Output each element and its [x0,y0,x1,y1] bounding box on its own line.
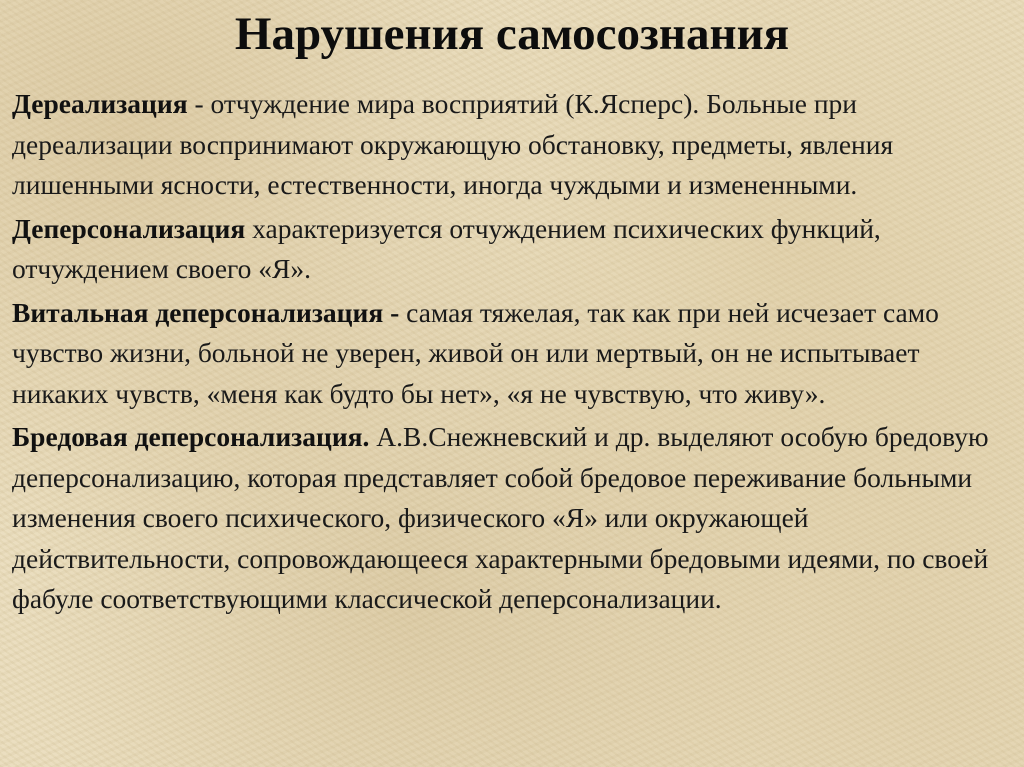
slide-title: Нарушения самосознания [234,8,790,60]
paragraph-derealization [12,84,1012,206]
definition-vital-depersonalization: самая тяжелая, так как при ней исчезает само чувство жизни, больной не уверен, живой он или мертвый, он не испытывает никаких чувств, «меня как будто бы нет», «я не чувствую, что живу». [12,296,939,409]
paragraph-depersonalization [12,209,1012,290]
definition-delusional-depersonalization: А.В.Снежневский и др. выделяют особую бредовую деперсонализацию, которая представляет собой бредовое переживание больными изменения своего психического, физического «Я» или окружающей действительности, сопровождающееся характерными бредовыми идеями, по своей фабуле соответствующими классической деперсонализации. [12,421,989,614]
paragraph-delusional-depersonalization [12,417,1012,620]
term-depersonalization: Деперсонализация [12,212,246,244]
term-derealization: Дереализация [12,88,188,119]
paragraph-vital-depersonalization [12,293,1012,415]
definition-derealization: - отчуждение мира восприятий (К.Ясперс). Больные при дереализации воспринимают окружающую обстановку, предметы, явления лишенными ясности, естественности, иногда чуждыми и измененными. [12,88,894,200]
slide-content [12,84,1012,623]
term-delusional-depersonalization: Бредовая деперсонализация. [12,421,370,452]
definition-depersonalization: характеризуется отчуждением психических функций, отчуждением своего «Я». [12,212,881,284]
term-vital-depersonalization: Витальная деперсонализация - [12,296,400,328]
